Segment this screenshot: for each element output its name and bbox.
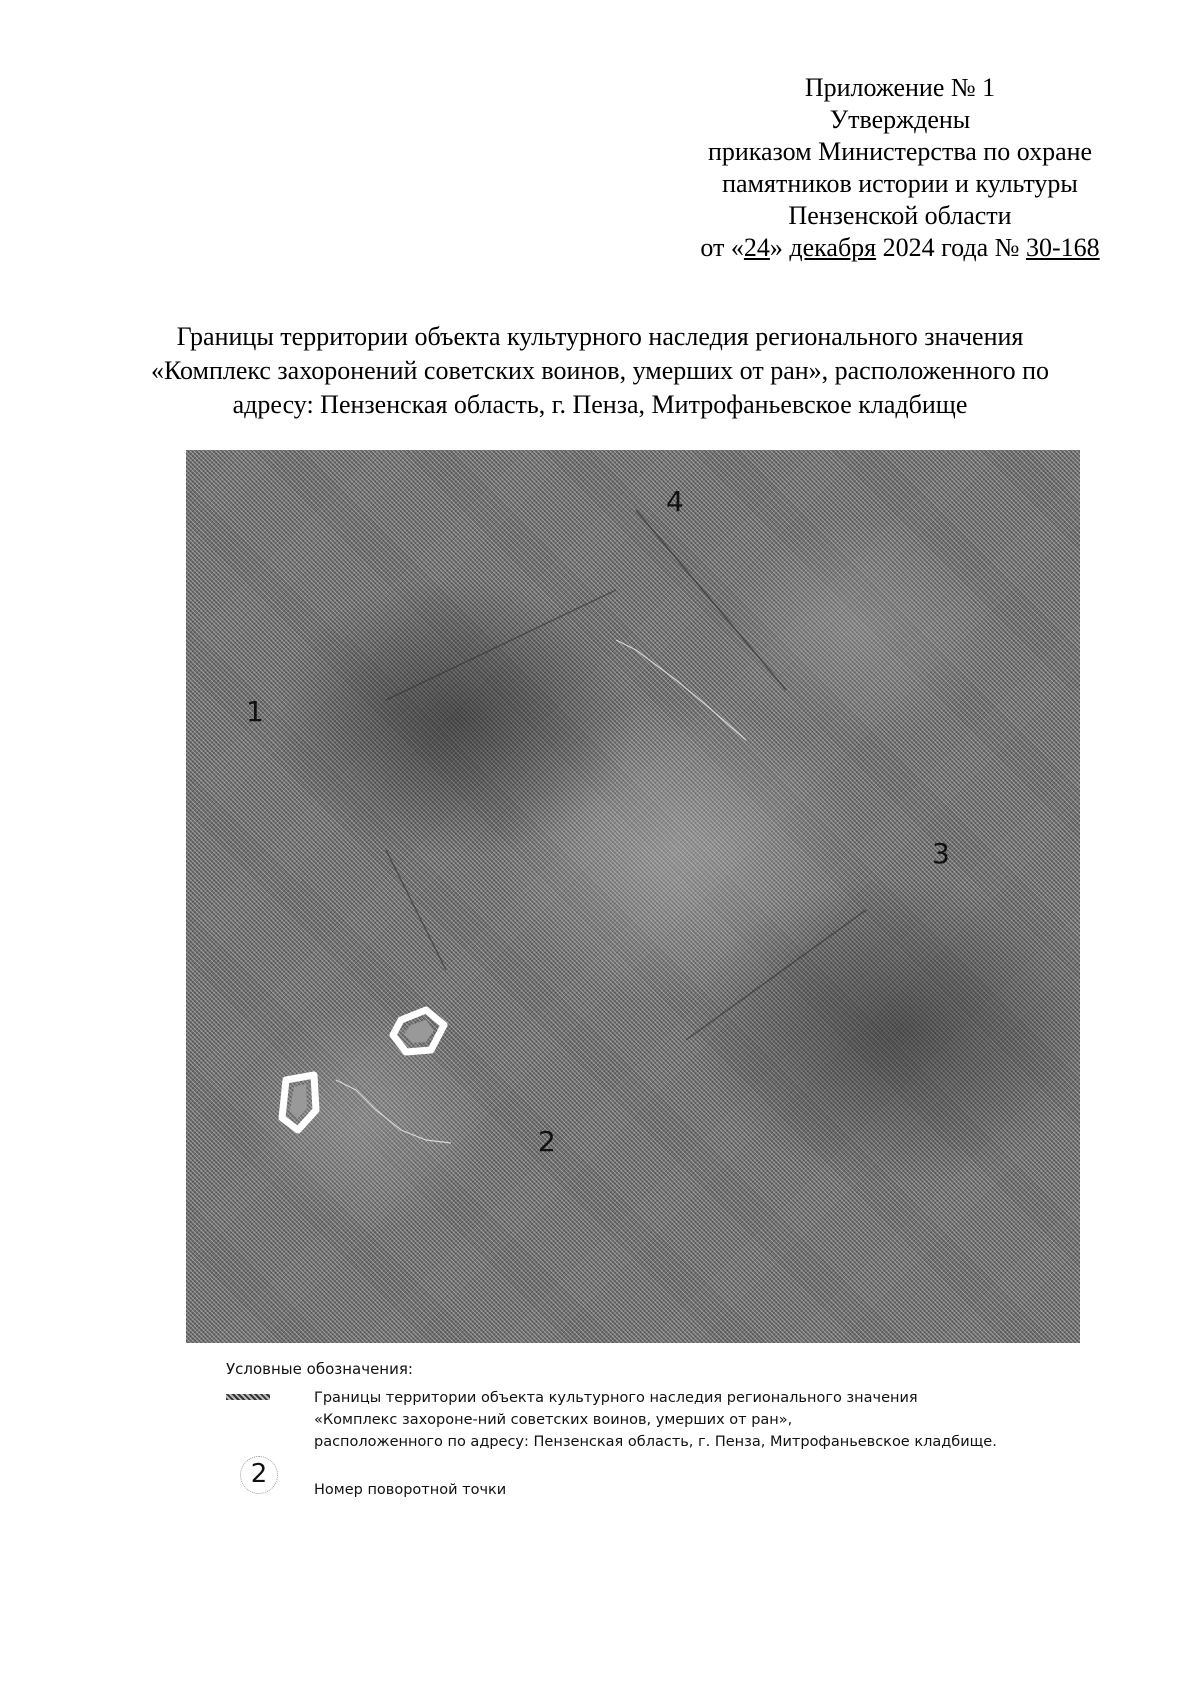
title-line1: Границы территории объекта культурного наследия регионального значения: [176, 322, 1024, 351]
turning-point-symbol-icon: 2: [240, 1456, 278, 1494]
legend-title: Условные обозначения:: [226, 1360, 413, 1378]
turning-point-4: 4: [666, 485, 684, 518]
date-year: 2024 года №: [876, 233, 1026, 262]
title-line2: «Комплекс захоронений советских воинов, умерших от ран», расположенного по: [150, 356, 1050, 385]
boundary-legend-line2: «Комплекс захороне-ний советских воинов, умерших от ран»,: [314, 1412, 793, 1428]
date-day: 24: [743, 233, 770, 262]
satellite-map: [186, 450, 1080, 1343]
turning-point-1: 1: [246, 695, 264, 728]
approval-header: [670, 72, 1130, 264]
boundary-legend-line3: расположенного по адресу: Пензенская область, г. Пенза, Митрофаньевское кладбище.: [314, 1434, 997, 1450]
map-overlay: [186, 450, 1080, 1343]
approved-label: Утверждены: [829, 105, 971, 134]
path-line: [386, 850, 446, 970]
path-line: [386, 590, 616, 700]
turning-point-2: 2: [538, 1125, 556, 1158]
order-number: 30-168: [1025, 233, 1100, 262]
object-territory-boundary: [336, 640, 746, 1143]
order-date-line: [670, 232, 1130, 264]
turning-point-3: 3: [932, 837, 950, 870]
path-line: [636, 510, 786, 690]
path-line: [686, 910, 866, 1040]
order-issuer-line1: приказом Министерства по охране: [707, 137, 1093, 166]
order-issuer-line2: памятников истории и культуры: [722, 169, 1078, 198]
date-mid: »: [769, 233, 790, 262]
date-month: декабря: [789, 233, 877, 262]
boundary-legend-line1: Границы территории объекта культурного наследия регионального значения: [314, 1390, 918, 1406]
boundary-legend-text: [314, 1387, 997, 1453]
order-issuer-line3: Пензенской области: [788, 201, 1012, 230]
date-prefix: от «: [700, 233, 744, 262]
document-title: [100, 320, 1100, 422]
appendix-number: Приложение № 1: [804, 73, 996, 102]
turning-point-legend-text: Номер поворотной точки: [314, 1482, 507, 1498]
boundary-swatch-icon: [226, 1394, 270, 1400]
title-line3: адресу: Пензенская область, г. Пенза, Митрофаньевское кладбище: [232, 390, 968, 419]
monument-marker-small: [282, 1075, 316, 1130]
monument-marker-large: [393, 1010, 444, 1052]
